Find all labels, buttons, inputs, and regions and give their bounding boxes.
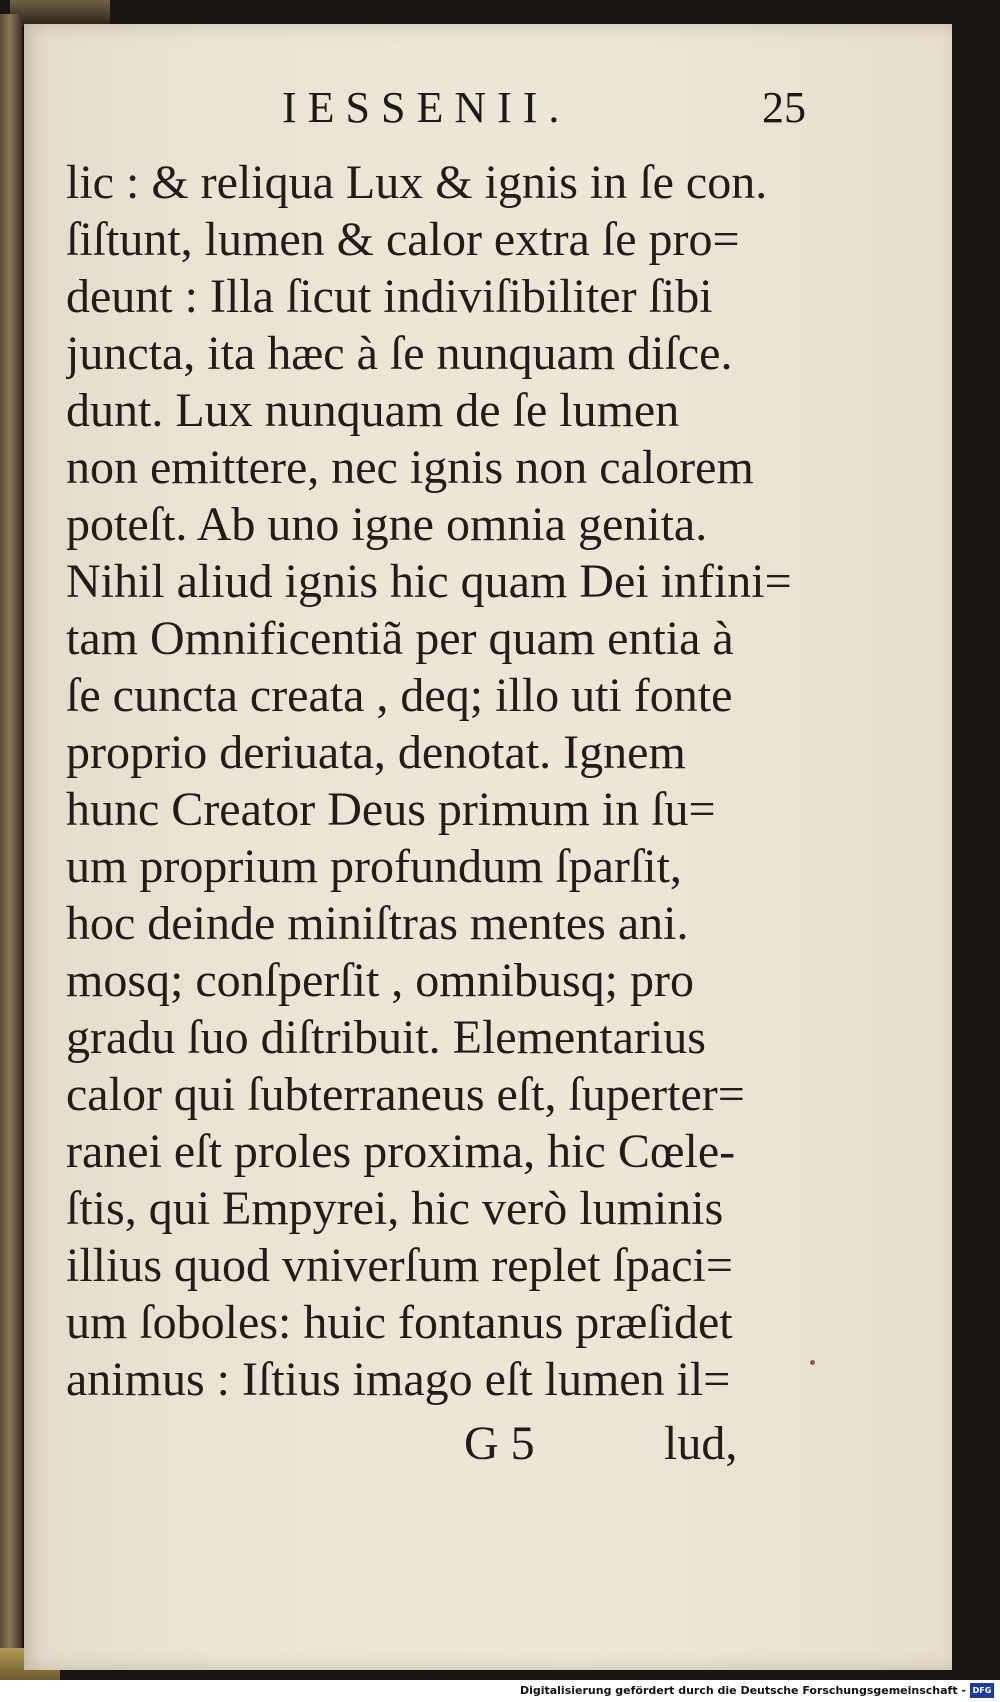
text-line: hoc deinde miniſtras mentes ani. xyxy=(66,897,689,950)
text-line: illius quod vniverſum replet ſpaci= xyxy=(66,1239,733,1292)
dfg-logo: DFG xyxy=(970,1683,994,1698)
text-line: ſiſtunt, lumen & calor extra ſe pro= xyxy=(66,213,740,266)
text-line: gradu ſuo diſtribuit. Elementarius xyxy=(66,1011,706,1064)
text-line: poteſt. Ab uno igne omnia genita. xyxy=(66,498,708,551)
running-head: IESSENII. xyxy=(282,83,571,132)
text-line: calor qui ſubterraneus eſt, ſuperter= xyxy=(66,1068,745,1121)
text-line: juncta, ita hæc à ſe nunquam diſce. xyxy=(66,327,733,380)
text-line: um proprium profundum ſparſit, xyxy=(66,840,682,893)
text-line: lic : & reliqua Lux & ignis in ſe con. xyxy=(66,156,768,209)
book-spine-edge xyxy=(0,14,22,1664)
credit-bar xyxy=(0,1680,1000,1702)
signature-mark: G 5 xyxy=(464,1417,535,1470)
text-line: tam Omnificentiã per quam entia à xyxy=(66,612,734,665)
text-line: dunt. Lux nunquam de ſe lumen xyxy=(66,384,680,437)
text-line: ranei eſt proles proxima, hic Cœle- xyxy=(66,1125,736,1178)
text-line: deunt : Illa ſicut indiviſibiliter ſibi xyxy=(66,270,713,323)
text-line: non emittere, nec ignis non calorem xyxy=(66,441,754,494)
text-line: ſtis, qui Empyrei, hic verò luminis xyxy=(66,1182,724,1235)
body-text xyxy=(66,154,846,1408)
page-number: 25 xyxy=(762,83,806,132)
text-line: hunc Creator Deus primum in ſu= xyxy=(66,783,716,836)
catchword: lud, xyxy=(664,1417,738,1470)
book-top-edge xyxy=(10,0,110,26)
page-footer xyxy=(24,1416,952,1476)
credit-text: Digitalisierung gefördert durch die Deutsche Forschungsgemeinschaft - xyxy=(519,1684,966,1697)
text-line: ſe cuncta creata , deq; illo uti fonte xyxy=(66,669,733,722)
text-line: mosq; conſperſit , omnibusq; pro xyxy=(66,954,694,1007)
text-line: proprio deriuata, denotat. Ignem xyxy=(66,726,686,779)
book-page xyxy=(24,24,952,1670)
paper-speck xyxy=(810,1360,815,1365)
page-header xyxy=(24,82,952,142)
text-line: animus : Iſtius imago eſt lumen il= xyxy=(66,1353,731,1406)
text-line: Nihil aliud ignis hic quam Dei infini= xyxy=(66,555,792,608)
text-line: um ſoboles: huic fontanus præſidet xyxy=(66,1296,733,1349)
